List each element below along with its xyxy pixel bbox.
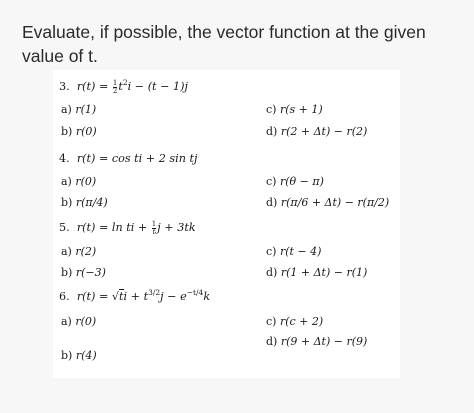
problem-6-part-d: d) r(9 + Δt) − r(9)	[266, 335, 368, 348]
problem-3-part-d: d) r(2 + Δt) − r(2)	[266, 125, 368, 138]
problem-5-part-b: b) r(−3)	[61, 266, 106, 279]
problem-5-part-a: a) r(2)	[61, 245, 97, 258]
problem-5-part-c: c) r(t − 4)	[266, 245, 322, 258]
problem-sheet	[53, 70, 400, 378]
question-title: Evaluate, if possible, the vector function at the given value of t.	[22, 22, 426, 66]
problem-4-part-a: a) r(0)	[61, 175, 97, 188]
problem-4-function: 4. r(t) = cos ti + 2 sin tj	[59, 152, 198, 165]
problem-3-function: 3. r(t) = $\frac{1}{2}$ $t^2i - (t - 1)j$	[59, 78, 188, 95]
problem-6-function: 6. $r(t) = √ti + t^{3/2}j - e^{-t/4}k$	[59, 288, 211, 303]
fraction-one-over-t: $\frac{1}{t}$	[151, 220, 157, 236]
sqrt-symbol: √	[111, 290, 120, 303]
fraction-one-half: $\frac{1}{2}$	[112, 79, 118, 95]
problem-3-part-b: b) r(0)	[61, 125, 97, 138]
problem-4-part-b: b) r(π/4)	[61, 196, 108, 209]
problem-6-part-a: a) r(0)	[61, 315, 97, 328]
problem-6-part-b: b) r(4)	[61, 349, 97, 362]
problem-3-part-c: c) r(s + 1)	[266, 103, 323, 116]
problem-5-function: 5. r(t) = ln ti + $\frac{1}{t}j + 3tk$	[59, 220, 196, 236]
problem-5-part-d: d) r(1 + Δt) − r(1)	[266, 266, 368, 279]
problem-4-part-c: c) r(θ − π)	[266, 175, 324, 188]
problem-6-part-c: c) r(c + 2)	[266, 315, 324, 328]
problem-3-part-a: a) r(1)	[61, 103, 97, 116]
problem-4-part-d: d) r(π/6 + Δt) − r(π/2)	[266, 196, 390, 209]
